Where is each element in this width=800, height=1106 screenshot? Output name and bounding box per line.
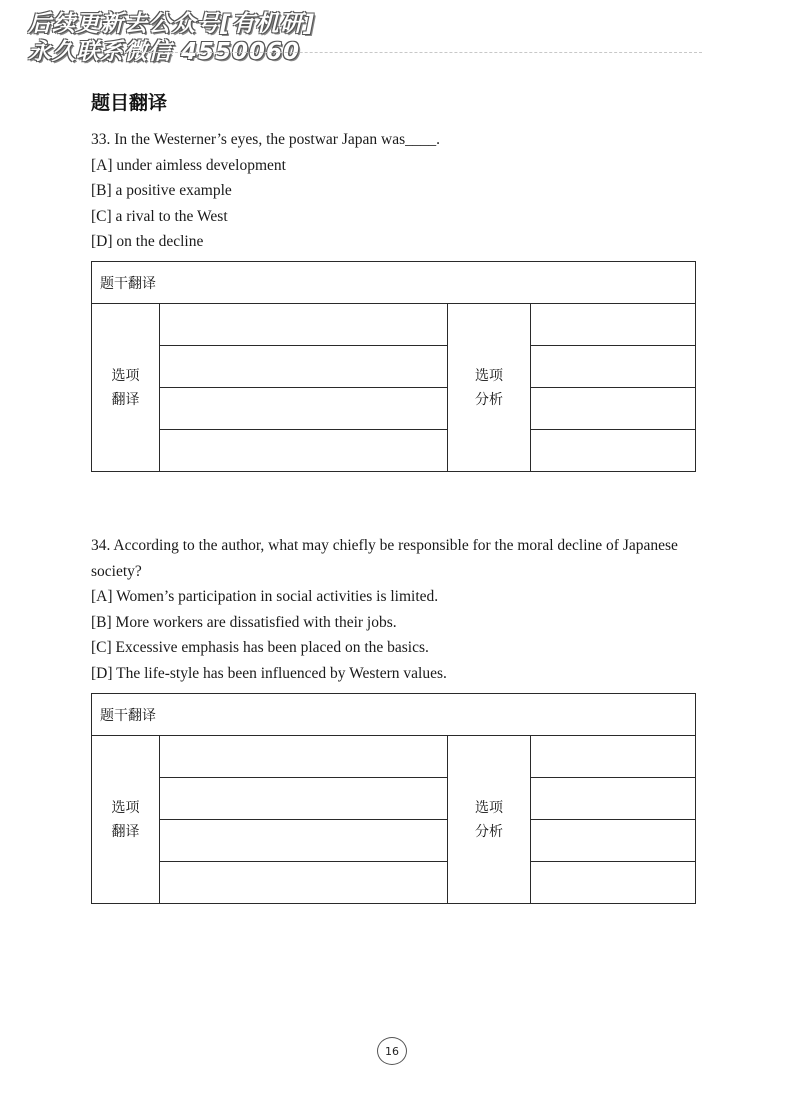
translation-blank-cell[interactable] (160, 430, 448, 472)
translation-blank-cell[interactable] (160, 736, 448, 778)
watermark-line-1: 后续更新去公众号[有机研] (28, 11, 316, 37)
label-line: 选项 (475, 799, 503, 816)
answer-table-33 (91, 261, 696, 472)
label-line: 选项 (111, 799, 140, 816)
question-stem: 33. In the Westerner’s eyes, the postwar Japan was____. (91, 131, 440, 148)
question-34 (91, 533, 703, 686)
option-analysis-label (448, 304, 531, 472)
analysis-blank-cell[interactable] (531, 388, 696, 430)
translation-blank-cell[interactable] (160, 388, 448, 430)
watermark-line-2: 永久联系微信 4550060 (28, 39, 301, 65)
option-c: [C] a rival to the West (91, 207, 228, 225)
option-translation-label (92, 304, 160, 472)
stem-translation-label: 题干翻译 (92, 262, 696, 304)
translation-blank-cell[interactable] (160, 862, 448, 904)
stem-translation-label: 题干翻译 (92, 694, 696, 736)
header-divider (110, 52, 702, 53)
option-translation-label (92, 736, 160, 904)
analysis-blank-cell[interactable] (531, 820, 696, 862)
label-line: 分析 (475, 823, 503, 840)
label-line: 翻译 (111, 391, 140, 408)
page-number: 16 (377, 1037, 407, 1065)
option-c: [C] Excessive emphasis has been placed on the basics. (91, 639, 429, 656)
analysis-blank-cell[interactable] (531, 862, 696, 904)
translation-blank-cell[interactable] (160, 304, 448, 346)
section-title: 题目翻译 (91, 92, 168, 114)
option-b: [B] More workers are dissatisfied with their jobs. (91, 613, 397, 631)
analysis-blank-cell[interactable] (531, 346, 696, 388)
option-analysis-label (448, 736, 531, 904)
option-a: [A] Women’s participation in social activities is limited. (91, 588, 439, 605)
label-line: 翻译 (111, 823, 140, 840)
option-d: [D] on the decline (91, 233, 204, 250)
option-b: [B] a positive example (91, 182, 232, 199)
analysis-blank-cell[interactable] (531, 304, 696, 346)
label-line: 选项 (111, 367, 140, 384)
translation-blank-cell[interactable] (160, 346, 448, 388)
label-line: 选项 (475, 367, 503, 384)
option-a: [A] under aimless development (91, 156, 286, 174)
translation-blank-cell[interactable] (160, 820, 448, 862)
analysis-blank-cell[interactable] (531, 430, 696, 472)
question-33 (91, 127, 703, 255)
watermark (28, 10, 348, 66)
analysis-blank-cell[interactable] (531, 778, 696, 820)
answer-table-34 (91, 693, 696, 904)
translation-blank-cell[interactable] (160, 778, 448, 820)
label-line: 分析 (475, 391, 503, 408)
option-d: [D] The life-style has been influenced by Western values. (91, 664, 447, 682)
analysis-blank-cell[interactable] (531, 736, 696, 778)
question-stem: 34. According to the author, what may chiefly be responsible for the moral decline of Japanese society? (91, 537, 678, 580)
